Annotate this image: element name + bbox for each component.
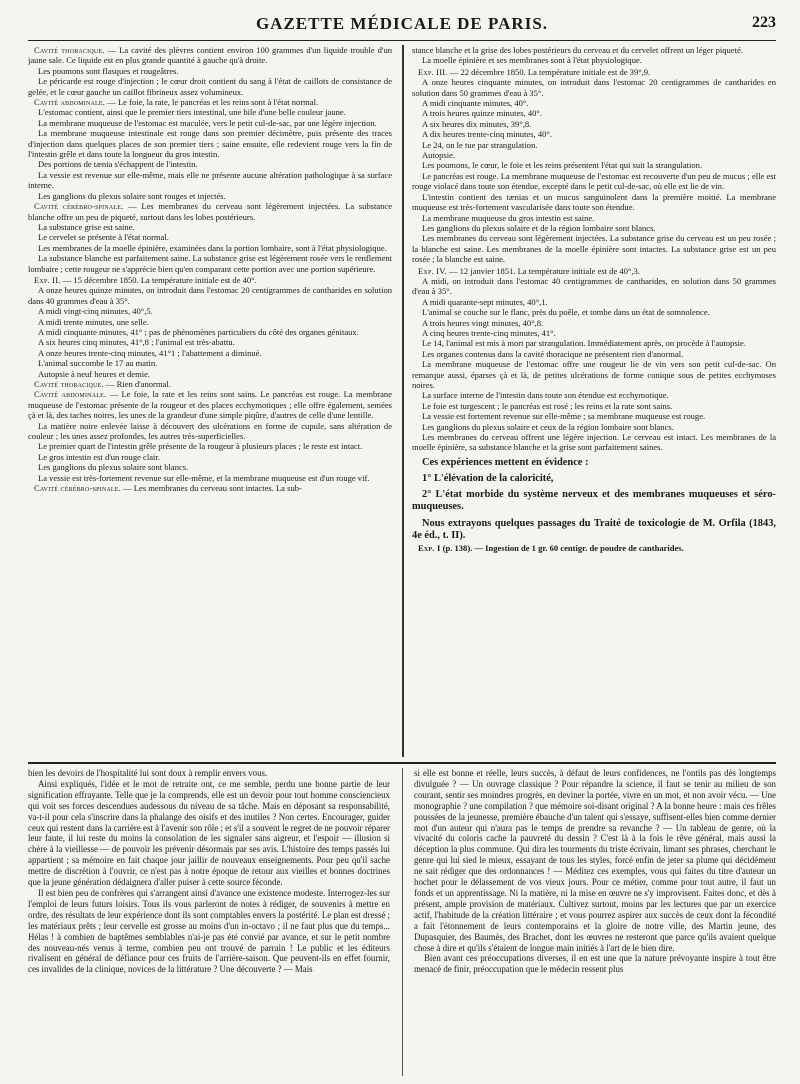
paragraph-text: L'animal se couche sur le flanc, près du poêle, et tombe dans un état de somnolence.	[422, 307, 710, 318]
paragraph	[412, 318, 776, 328]
paragraph-text: La matière noire enlevée laisse à découvert des ulcérations en forme de cupule, sans altération de couleur ; les unes assez profondes, les autres très-superficielles.	[28, 420, 392, 442]
paragraph-text: Bien avant ces préoccupations diverses, il en est une que la nature prévoyante inspire à tout être menacé de finir, préoccupation que le médecin ressent plus	[414, 953, 776, 975]
paragraph	[412, 390, 776, 400]
paragraph	[412, 432, 776, 453]
paragraph	[28, 337, 392, 347]
paragraph-text: — 22 décembre 1850. La température initiale est de 39°,9.	[447, 66, 651, 77]
paragraph-text: Les ganglions du plexus solaire et ceux de la région lombaire sont blancs.	[422, 421, 674, 432]
section-label: Cavité cérébro-spinale.	[34, 483, 121, 494]
paragraph	[28, 285, 392, 306]
paragraph-text: A cinq heures trente-cinq minutes, 41°.	[422, 327, 556, 338]
section-label: Exp. I	[418, 543, 441, 554]
paragraph-text: — 12 janvier 1851. La température initiale est de 40°,3.	[446, 265, 640, 276]
paragraph-text: Des portions de tænia s'échappent de l'intestin.	[38, 159, 198, 170]
paragraph-text: La surface interne de l'intestin dans toute son étendue est ecchymotique.	[422, 390, 669, 401]
paragraph	[28, 317, 392, 327]
paragraph	[28, 389, 392, 420]
paragraph	[412, 77, 776, 98]
right-column	[412, 45, 776, 757]
paragraph-text: A midi trente minutes, une selle.	[38, 316, 149, 327]
paragraph	[28, 462, 392, 472]
paragraph-text: — Rien d'anormal.	[103, 379, 171, 389]
paragraph	[28, 275, 392, 285]
paragraph	[28, 483, 392, 493]
section-label: Exp. II.	[34, 274, 61, 285]
paragraph	[28, 452, 392, 462]
paragraph	[28, 128, 392, 159]
paragraph-text: Le gros intestin est d'un rouge clair.	[38, 451, 160, 462]
paragraph	[28, 348, 392, 358]
feuilleton-right-column	[414, 768, 776, 1076]
paragraph-text: — Les membranes du cerveau sont légèrement injectées. La substance blanche offre un peu de piqueté, surtout dans les lobes postérieurs.	[28, 201, 392, 222]
paragraph-text: Les poumons, le cœur, le foie et les reins présentent l'état qui suit la strangulation.	[422, 160, 703, 171]
paragraph	[412, 129, 776, 139]
paragraph-text: — 15 décembre 1850. La température initiale est de 40°.	[60, 274, 257, 285]
paragraph-text: — Le foie, la rate et les reins sont sains. Le pancréas est rouge. La membrane muqueuse de l'estomac présente de la rougeur et des places ecchymotiques ; elle offre également, semées çà et là, des taches noires, les unes de la grandeur d'une simple piqûre, d'autres de celle d'une lentille.	[28, 389, 392, 421]
paragraph	[412, 276, 776, 297]
paragraph	[412, 160, 776, 170]
paragraph-text: Le premier quart de l'intestin grêle présente de la rougeur à plusieurs places ; le reste est intact.	[38, 441, 363, 452]
paragraph	[412, 489, 776, 513]
paragraph	[28, 232, 392, 242]
paragraph	[412, 98, 776, 108]
paragraph	[28, 369, 392, 379]
paragraph-text: L'estomac contient, ainsi que le premier tiers intestinal, une bile d'une belle couleur jaune.	[38, 107, 346, 118]
paragraph	[28, 473, 392, 483]
journal-title: GAZETTE MÉDICALE DE PARIS.	[255, 14, 549, 33]
paragraph	[412, 411, 776, 421]
paragraph	[412, 518, 776, 542]
paragraph-text: A midi cinquante minutes, 41° ; pas de phénomènes particuliers du côté des organes génitaux.	[38, 326, 359, 337]
paragraph	[412, 359, 776, 390]
paragraph	[28, 97, 392, 107]
newspaper-page	[28, 10, 776, 1076]
paragraph	[28, 191, 392, 201]
paragraph-text: A midi cinquante minutes, 40°.	[422, 98, 529, 109]
paragraph-text: Le 24, on le tue par strangulation.	[422, 139, 538, 150]
paragraph-text: La vessie est fortement revenue sur elle-même ; sa membrane muqueuse est rouge.	[422, 411, 706, 422]
paragraph	[412, 67, 776, 77]
paragraph	[412, 457, 776, 469]
paragraph	[28, 118, 392, 128]
paragraph	[412, 266, 776, 276]
paragraph-text: Les ganglions du plexus solaire sont blancs.	[38, 462, 189, 473]
paragraph-text: Ces expériences mettent en évidence :	[422, 456, 589, 468]
paragraph	[412, 473, 776, 485]
paragraph-text: 1° L'élévation de la caloricité,	[422, 473, 554, 485]
paragraph-text: La moelle épinière et ses membranes sont à l'état physiologique.	[422, 55, 642, 66]
paragraph-text: La vessie est revenue sur elle-même, mais elle ne présente aucune altération pathologique à sa surface interne.	[28, 169, 392, 191]
paragraph	[28, 76, 392, 97]
section-label: Cavité thoracique.	[34, 379, 104, 389]
page-header	[28, 10, 776, 41]
paragraph	[412, 338, 776, 348]
paragraph-text: La substance blanche est parfaitement saine. La substance grise est légèrement rosée vers le renflement lombaire ; cette rougeur ne s'apprécie bien qu'en comparant cette portion avec une portion supérieure.	[28, 253, 392, 274]
paragraph	[28, 222, 392, 232]
paragraph-text: A six heures dix minutes, 39°,8.	[422, 118, 532, 129]
paragraph-text: A midi quarante-sept minutes, 40°,1.	[422, 296, 548, 307]
paragraph	[412, 119, 776, 129]
paragraph-text: A onze heures quinze minutes, on introduit dans l'estomac 20 centigrammes de cantharides en solution dans 40 grammes d'eau à 35°.	[28, 285, 392, 306]
paragraph-text: A dix heures trente-cinq minutes, 40°.	[422, 129, 552, 140]
paragraph-text: Les poumons sont flasques et rougeâtres.	[38, 65, 179, 76]
paragraph-text: Nous extrayons quelques passages du Traité de toxicologie de M. Orfila (1843, 4e éd., t. II).	[412, 517, 776, 541]
section-label: Exp. III.	[418, 66, 448, 77]
section-label: Cavité thoracique.	[34, 45, 105, 55]
paragraph	[414, 768, 776, 953]
paragraph-text: La membrane muqueuse intestinale est rouge dans son premier décimètre, puis présente des traces d'injection dans quelques places de son premier tiers ; saine ensuite, elle redevient rouge vers la fin de l'intestin grêle et dans toute la longueur du gros intestin.	[28, 128, 392, 160]
paragraph-text: Les membranes du cerveau offrent une légère injection. Le cerveau est intact. Les membranes de la moelle épinière, sa substance blanche et la grise sont parfaitement saines.	[412, 432, 776, 453]
paragraph	[412, 150, 776, 160]
paragraph	[412, 55, 776, 65]
paragraph	[412, 233, 776, 264]
paragraph	[412, 543, 776, 553]
feuilleton-divider	[402, 768, 403, 1076]
paragraph-text: Les ganglions du plexus solaire sont rouges et injectés.	[38, 190, 226, 201]
column-divider	[402, 45, 404, 757]
paragraph	[412, 349, 776, 359]
paragraph-text: Autopsie à neuf heures et demie.	[38, 368, 151, 379]
paragraph	[412, 140, 776, 150]
paragraph	[412, 328, 776, 338]
paragraph-text: stance blanche et la grise des lobes postérieurs du cerveau et du cervelet offrent un léger piqueté.	[412, 45, 743, 55]
paragraph-text: Les ganglions du plexus solaire et de la région lombaire sont blancs.	[422, 222, 656, 233]
paragraph-text: La vessie est très-fortement revenue sur elle-même, et la membrane muqueuse est d'un rouge vif.	[38, 472, 370, 483]
paragraph	[28, 441, 392, 451]
paragraph-text: A midi, on introduit dans l'estomac 40 centigrammes de cantharides, en solution dans 50 grammes d'eau à 35°.	[412, 275, 776, 297]
page-number: 223	[752, 14, 776, 31]
paragraph-text: Le péricarde est rouge d'injection ; le cœur droit contient du sang à l'état de caillots de consistance de gelée, et le cœur gauche un caillot fibrineux assez volumineux.	[28, 76, 392, 97]
paragraph-text: Le cervelet se présente à l'état normal.	[38, 232, 169, 243]
paragraph-text: — Les membranes du cerveau sont intactes. La sub-	[120, 483, 302, 494]
paragraph-text: A trois heures vingt minutes, 40°,8.	[422, 317, 544, 328]
paragraph-text: Ainsi expliqués, l'idée et le mot de retraite ont, ce me semble, perdu une bonne partie de leur signification effrayante. Telle que je la comprends, elle est un devoir pour tout homme consciencieux qui voit ses forces descendues audessous du niveau de sa tâche. Mais en déposant sa responsabilité, va-t-il pour cela s'inscrire dans la phalange des oisifs et des inutiles ? Non certes. Encourager, guider ceux qui restent dans la carrière est à l'avenir son rôle ; et s'il a souvent le regret de ne pouvoir réparer leur faute, il lui reste du moins la consolation de les signaler sans aigreur, et l'espoir — illusion si chère à la vieillesse — de pouvoir les prévenir désormais par ses avis. L'histoire des temps passés lui appartient ; sa mémoire en fait chaque jour jaillir de nouveaux enseignements. Pour peu qu'il sache mettre de discrétion à l'ouvrir, ce n'est pas à notre époque de retour aux vieilles et bonnes doctrines que la jeune génération dédaignera d'aller puiser à cette source féconde.	[28, 778, 390, 888]
paragraph	[28, 253, 392, 274]
paragraph	[28, 327, 392, 337]
paragraph	[412, 422, 776, 432]
paragraph	[412, 297, 776, 307]
paragraph-text: A onze heures trente-cinq minutes, 41°1 ; l'abattement a diminué.	[38, 347, 262, 358]
paragraph-text: La substance grise est saine.	[38, 221, 135, 232]
paragraph	[28, 201, 392, 222]
paragraph-text: bien les devoirs de l'hospitalité lui sont doux à remplir envers vous.	[28, 768, 268, 778]
paragraph	[412, 401, 776, 411]
paragraph	[412, 171, 776, 192]
paragraph-text: A six heures cinq minutes, 41°,8 ; l'animal est très-abattu.	[38, 337, 235, 348]
paragraph	[412, 108, 776, 118]
section-label: Cavité abdominale.	[34, 389, 107, 400]
paragraph	[412, 307, 776, 317]
paragraph	[28, 66, 392, 76]
left-column	[28, 45, 392, 757]
paragraph-text: 2° L'état morbide du système nerveux et des membranes muqueuses et séro-muqueuses.	[412, 489, 776, 513]
paragraph	[28, 779, 390, 888]
paragraph-text: La membrane muqueuse de l'estomac est maculée, vers le petit cul-de-sac, par une légère injection.	[38, 117, 377, 128]
section-separator	[28, 762, 776, 764]
paragraph-text: Les membranes du cerveau sont légèrement injectées. La substance grise du cerveau est un peu rosée ; la blanche est saine. Les membranes de la moelle épinière sont intactes. La substance grise est un peu rosée ; la blanche est saine.	[412, 233, 776, 265]
upper-article	[28, 45, 776, 757]
paragraph	[28, 107, 392, 117]
paragraph	[28, 170, 392, 191]
paragraph	[28, 243, 392, 253]
paragraph-text: La membrane muqueuse du gros intestin est saine.	[422, 212, 595, 223]
paragraph	[28, 306, 392, 316]
feuilleton	[28, 768, 776, 1076]
paragraph	[414, 953, 776, 975]
paragraph-text: — La cavité des plèvres contient environ 100 grammes d'un liquide trouble d'un jaune sale. Ce liquide est en plus grande quantité à gauche qu'à droite.	[28, 45, 392, 66]
paragraph-text: L'intestin contient des tænias et un mucus sanguinolent dans la première moitié. La membrane muqueuse est très-fortement vascularisée dans toute son étendue.	[412, 191, 776, 213]
paragraph-text: A trois heures quinze minutes, 40°.	[422, 108, 542, 119]
paragraph	[412, 45, 776, 55]
paragraph	[28, 45, 392, 66]
paragraph-text: La membrane muqueuse de l'estomac offre une rougeur lie de vin vers son petit cul-de-sac. On remarque aussi, éparses çà et là, de petites ulcérations de forme conique sous de petites ecchymoses noires.	[412, 359, 776, 390]
feuilleton-left-column	[28, 768, 390, 1076]
paragraph-text: (p. 138). — Ingestion de 1 gr. 60 centigr. de poudre de cantharides.	[440, 543, 684, 554]
paragraph-text: Il est bien peu de confrères qui s'arrangent ainsi d'avance une existence modeste. Interrogez-les sur l'emploi de leurs futurs loisirs. Tous ils vous parleront de notes à rédiger, de souvenirs à mettre en ordre, des résultats de leur expérience dont ils sont comptables envers la postérité. Le plan est dressé ; les matériaux prêts ; leur cervelle est grosse au moins d'un in-octavo ; il ne faut plus que du temps... Hélas ! à combien de baptêmes semblables n'ai-je pas été convié par avance, et sur le petit nombre des nouveau-nés venus à terme, combien peu ont trouvé de parrain ! Le public et les éditeurs rivalisent en général de défiance pour ces fruits de l'arrière-saison. Que peuvent-ils en effet fournir, ces invalides de la clinique, novices de la littérature ? Une découverte ? — Mais	[28, 887, 390, 975]
paragraph-text: A onze heures cinquante minutes, on introduit dans l'estomac 20 centigrammes de cantharides en solution dans 50 grammes d'eau à 35°.	[412, 77, 776, 98]
paragraph	[28, 358, 392, 368]
paragraph-text: Le foie est turgescent ; le pancréas est rosé ; les reins et la rate sont sains.	[422, 400, 673, 411]
paragraph-text: — Le foie, la rate, le pancréas et les reins sont à l'état normal.	[105, 97, 319, 108]
paragraph	[412, 213, 776, 223]
paragraph-text: si elle est bonne et réelle, leurs succès, à défaut de leurs confidences, ne l'ontils pas dès longtemps divulguée ? — Un ouvrage classique ? Pour répandre la science, il faut se tenir au milieu de son courant, sentir ses moindres progrès, en deviner la portée, vivre en un mot, et non avoir vécu. — Une monographie ? une compilation ? que mémoire soi-disant original ? A la bonne heure : mais ces frêles poussées de la jeunesse, première ébauche d'un talent qui s'essaye, suffisent-elles bien comme dernier mot d'un auteur qui n'aura pas le temps de prendre sa revanche ? — Un tableau de genre, où la vivacité du coloris cache la pauvreté du dessin ? C'est là à la fois le rêve général, mais aussi la déception la plus commune. Qui dira les tourments du triste écrivain, limant ses phrases, cherchant le genre qui lui sied le mieux, essayant de tous les styles, forcé enfin de jeter sa plume qui décidément ne sait rédiger que des ordonnances ! — Méditez ces exemples, vous qui faites du titre d'auteur un hochet pour le délassement de vos vieux jours. Pour ce métier, comme pour tout autre, il faut un fonds et un apprentissage. Ni la matière, ni la mise en œuvre ne s'y improvisent. Faites donc, et dès à présent, ample provision de matériaux. Cultivez surtout, moins par les lectures que par un exercice actif, l'habitude de la création littéraire ; et vous pourrez aspirer aux succès de ceux dont la fécondité a fait l'étonnement de leurs contemporains et la gloire de notre ville, des Martin jeune, des Dupasquier, des Baumès, des Brachet, dont les œuvres ne resteront que parce qu'ils avaient quelque chose à dire et qu'ils s'étaient de longue main initiés à l'art de le bien dire.	[414, 768, 776, 953]
section-label: Exp. IV.	[418, 265, 447, 276]
paragraph	[412, 192, 776, 213]
paragraph-text: Le pancréas est rouge. La membrane muqueuse de l'estomac est recouverte d'un peu de mucus ; elle est rouge violacé dans toute son étendue, excepté dans le petit cul-de-sac, où elle est lie de vin.	[412, 170, 776, 192]
paragraph	[28, 159, 392, 169]
section-label: Cavité abdominale.	[34, 97, 106, 108]
paragraph	[412, 223, 776, 233]
paragraph	[28, 379, 392, 389]
paragraph-text: Le 14, l'animal est mis à mort par strangulation. Immédiatement après, on procède à l'autopsie.	[422, 338, 746, 349]
paragraph	[28, 768, 390, 779]
paragraph	[28, 421, 392, 442]
section-label: Cavité cérébro-spinale.	[34, 201, 124, 212]
paragraph-text: Les membranes de la moelle épinière, examinées dans la portion lombaire, sont à l'état physiologique.	[38, 242, 387, 253]
paragraph-text: Les organes contenus dans la cavité thoracique ne présentent rien d'anormal.	[422, 348, 684, 359]
paragraph	[28, 888, 390, 975]
paragraph-text: A midi vingt-cinq minutes, 40°,5.	[38, 306, 153, 317]
paragraph-text: Autopsie.	[422, 150, 455, 161]
paragraph-text: L'animal succombe le 17 au matin.	[38, 358, 158, 369]
